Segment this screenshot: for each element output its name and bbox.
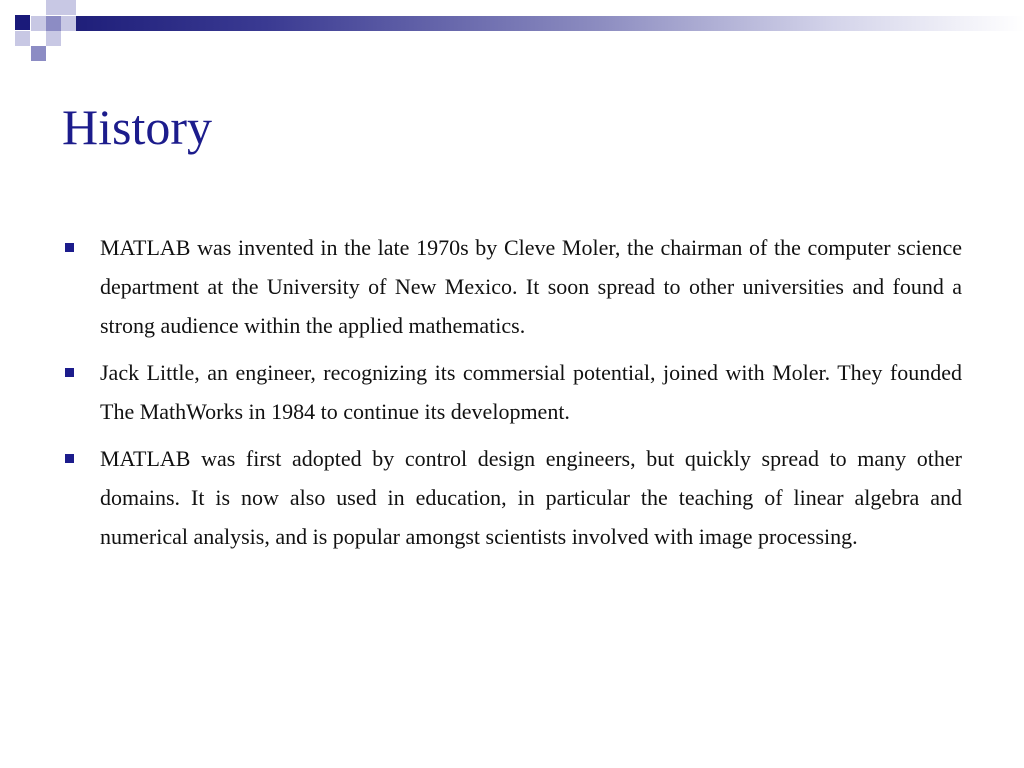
- bullet-text: MATLAB was first adopted by control design engineers, but quickly spread to many other domains. It is now also used in education, in particular the teaching of linear algebra and numerical analysis, and is popular amongst scientists involved with image processing.: [100, 446, 962, 549]
- bullet-item: [62, 353, 962, 431]
- deco-square: [46, 31, 61, 46]
- bullet-square-icon: [65, 243, 74, 252]
- deco-square: [15, 31, 30, 46]
- slide-title: History: [62, 99, 212, 155]
- deco-square: [15, 15, 30, 30]
- bullet-item: [62, 228, 962, 345]
- deco-square: [46, 16, 61, 31]
- deco-square: [31, 46, 46, 61]
- header-decoration: [0, 0, 1024, 70]
- bullet-text: Jack Little, an engineer, recognizing its commersial potential, joined with Moler. They founded The MathWorks in 1984 to continue its development.: [100, 360, 962, 424]
- bullet-square-icon: [65, 368, 74, 377]
- deco-square: [31, 16, 46, 31]
- bullet-text: MATLAB was invented in the late 1970s by Cleve Moler, the chairman of the computer science department at the University of New Mexico. It soon spread to other universities and found a strong audience within the applied mathematics.: [100, 235, 962, 338]
- deco-square: [61, 0, 76, 15]
- bullet-square-icon: [65, 454, 74, 463]
- bullet-list: [62, 228, 962, 564]
- deco-square: [61, 16, 76, 31]
- bullet-item: [62, 439, 962, 556]
- deco-square: [46, 0, 61, 15]
- header-gradient-bar: [76, 16, 1024, 31]
